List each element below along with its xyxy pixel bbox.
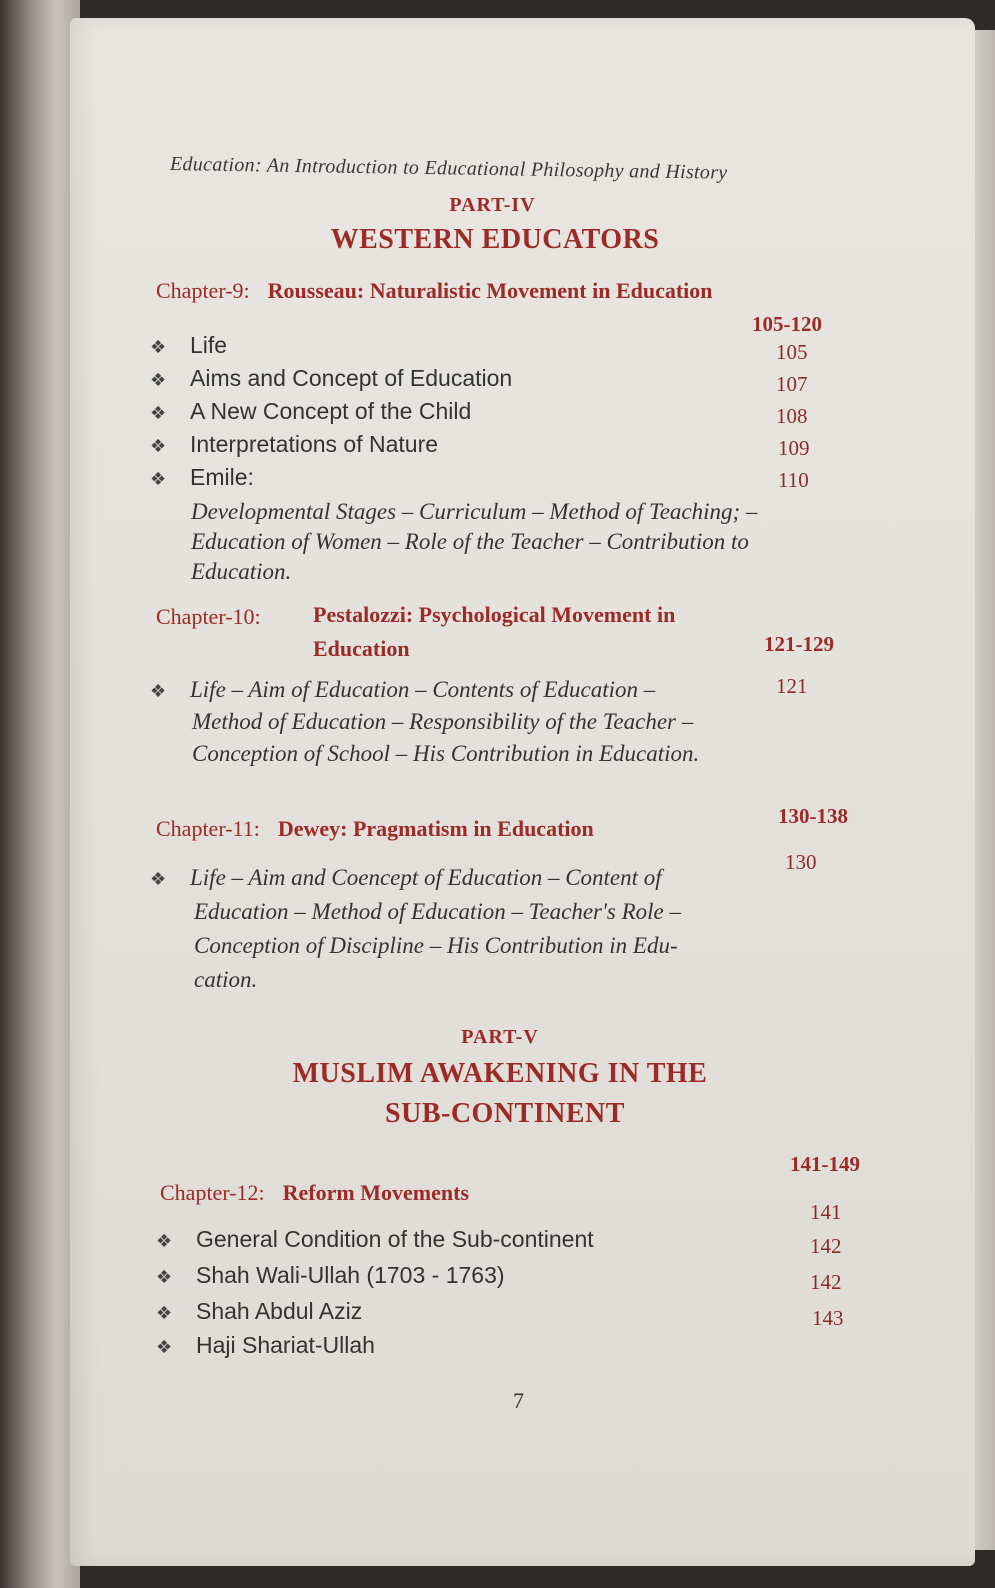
bullet-icon: ❖ [150, 469, 167, 489]
chapter-9-detail-line: Education. [191, 559, 292, 584]
toc-item: ❖ Emile: [150, 464, 254, 490]
chapter-9-detail-line: Developmental Stages – Curriculum – Method of Teaching; – [191, 499, 758, 524]
toc-item: ❖ Haji Shariat-Ullah [156, 1332, 375, 1358]
chapter-10-line: Method of Education – Responsibility of the Teacher – [192, 709, 694, 734]
chapter-11-number: Chapter-11: [156, 816, 260, 841]
part-v-label: PART-V [461, 1026, 539, 1048]
bullet-icon: ❖ [150, 681, 167, 701]
chapter-10-page: 121 [776, 674, 808, 698]
book-spine [0, 0, 80, 1588]
toc-page: 109 [778, 436, 810, 460]
bullet-icon: ❖ [150, 337, 167, 357]
toc-item: ❖ Shah Abdul Aziz [156, 1298, 363, 1324]
toc-item: ❖ A New Concept of the Child [150, 398, 472, 424]
toc-item: ❖ Interpretations of Nature [150, 431, 439, 457]
toc-page: 143 [812, 1306, 844, 1330]
chapter-10-line: Conception of School – His Contribution in Education. [192, 741, 700, 766]
chapter-9-heading [156, 278, 713, 304]
toc-page: 142 [810, 1270, 842, 1294]
chapter-11-heading [156, 816, 594, 842]
bullet-icon: ❖ [156, 1303, 173, 1323]
bullet-icon: ❖ [156, 1337, 173, 1357]
bullet-icon: ❖ [150, 436, 167, 456]
chapter-12-heading [160, 1180, 469, 1206]
chapter-11-line: cation. [194, 967, 258, 992]
toc-page: 142 [810, 1234, 842, 1258]
toc-page: 141 [810, 1200, 842, 1224]
bullet-icon: ❖ [156, 1231, 173, 1251]
running-head: Education: An Introduction to Educational Philosophy and History [169, 153, 728, 184]
chapter-10-number: Chapter-10: [156, 604, 261, 629]
bullet-icon: ❖ [150, 403, 167, 423]
chapter-11-title: Dewey: Pragmatism in Education [277, 816, 594, 841]
chapter-11-line: Education – Method of Education – Teacher's Role – [194, 899, 681, 924]
part-v-title-line1: MUSLIM AWAKENING IN THE [292, 1058, 708, 1089]
chapter-12-range: 141-149 [790, 1152, 860, 1176]
part-iv-title: WESTERN EDUCATORS [330, 224, 660, 255]
chapter-11-page: 130 [785, 850, 817, 874]
chapter-9-range: 105-120 [752, 312, 822, 336]
part-v-title-line2: SUB-CONTINENT [385, 1098, 625, 1129]
book-page [70, 18, 975, 1566]
toc-page: 107 [776, 372, 808, 396]
chapter-10-title-line1: Pestalozzi: Psychological Movement in [313, 602, 676, 627]
toc-item: ❖ Aims and Concept of Education [150, 365, 513, 391]
toc-page: 110 [778, 468, 809, 492]
chapter-10-title-line2: Education [313, 636, 410, 661]
chapter-9-detail-line: Education of Women – Role of the Teacher – Contribution to [191, 529, 749, 554]
chapter-9-title: Rousseau: Naturalistic Movement in Education [267, 278, 713, 303]
chapter-10-range: 121-129 [764, 632, 834, 656]
toc-page: 108 [776, 404, 808, 428]
bullet-icon: ❖ [150, 869, 167, 889]
chapter-9-number: Chapter-9: [156, 278, 250, 303]
toc-item: ❖ General Condition of the Sub-continent [156, 1226, 594, 1252]
toc-item: ❖ Shah Wali-Ullah (1703 - 1763) [156, 1262, 505, 1288]
chapter-11-range: 130-138 [778, 804, 848, 828]
part-iv-label: PART-IV [449, 194, 536, 216]
bullet-icon: ❖ [156, 1267, 173, 1287]
toc-page: 105 [776, 340, 808, 364]
chapter-10-line: ❖ Life – Aim of Education – Contents of Education – [150, 674, 655, 707]
chapter-11-line: Conception of Discipline – His Contribution in Edu- [194, 933, 678, 958]
page-number: 7 [513, 1388, 524, 1413]
bullet-icon: ❖ [150, 370, 167, 390]
toc-item: ❖ Life [150, 332, 228, 358]
chapter-11-line: ❖ Life – Aim and Coencept of Education – Content of [150, 862, 662, 895]
chapter-12-title: Reform Movements [282, 1180, 469, 1205]
chapter-12-number: Chapter-12: [160, 1180, 265, 1205]
